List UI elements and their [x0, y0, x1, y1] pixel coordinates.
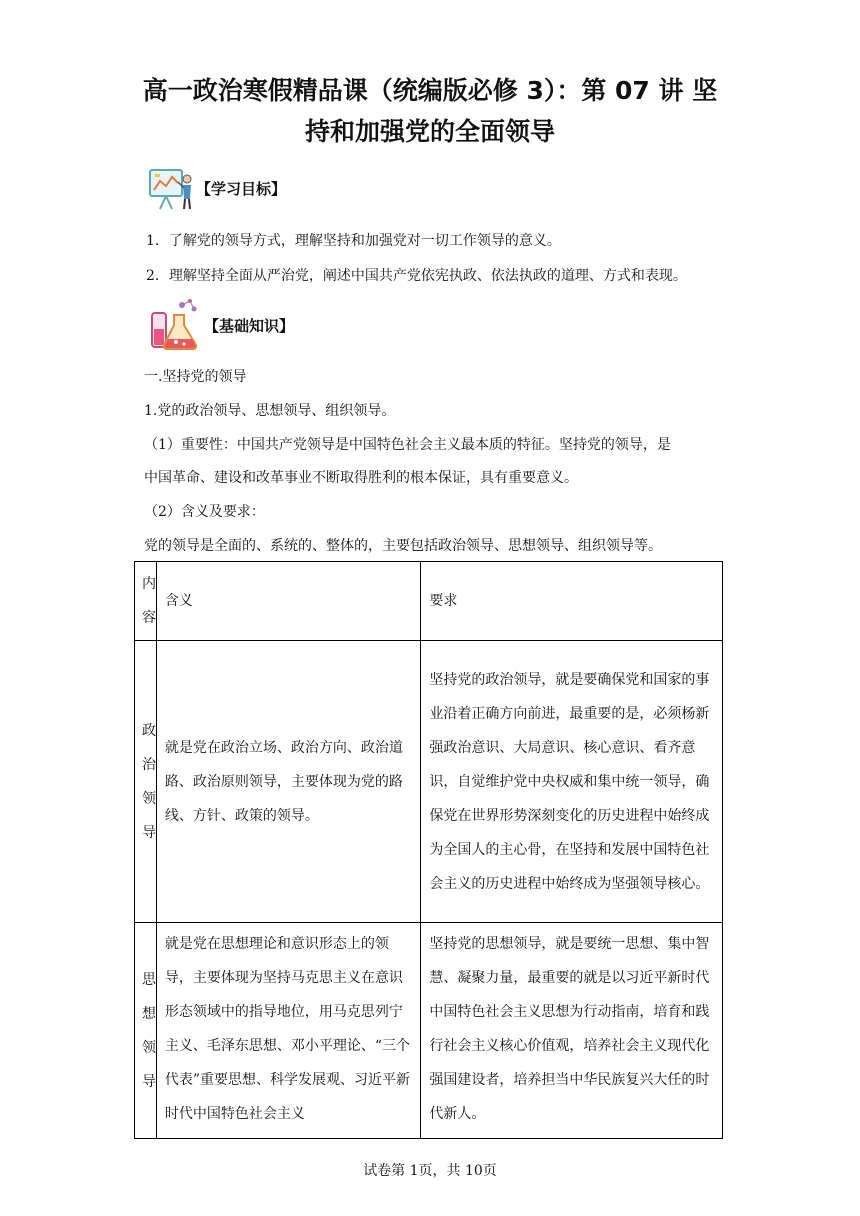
table-row	[135, 923, 723, 1139]
meaning-label: （2）含义及要求：	[144, 504, 265, 520]
importance-line-2: 中国革命、建设和改革事业不断取得胜利的根本保证，具有重要意义。	[144, 470, 578, 486]
importance-line-1: （1）重要性：中国共产党领导是中国特色社会主义最本质的特征。坚持党的领导，是	[144, 437, 671, 453]
knowledge-label: 【基础知识】	[204, 316, 295, 335]
presentation-board-icon	[144, 165, 194, 211]
row-content: 政治领导	[135, 641, 157, 923]
knowledge-point: 1.党的政治领导、思想领导、组织领导。	[144, 403, 396, 419]
goal-item-1: 1．了解党的领导方式，理解坚持和加强党对一切工作领导的意义。	[146, 233, 561, 249]
summary-line: 党的领导是全面的、系统的、整体的，主要包括政治领导、思想领导、组织领导等。	[144, 538, 662, 554]
header-meaning: 含义	[156, 562, 420, 641]
section-heading: 一.坚持党的领导	[144, 369, 247, 385]
goal-item-2: 2．理解坚持全面从严治党，阐述中国共产党依宪执政、依法执政的道理、方式和表现。	[146, 268, 687, 284]
table-header-row	[135, 562, 723, 641]
lab-flask-icon	[146, 297, 202, 353]
row-meaning: 就是党在思想理论和意识形态上的领导，主要体现为坚持马克思主义在意识形态领域中的指导地位，用马克思列宁主义、毛泽东思想、邓小平理论、“三个代表”重要思想、科学发展观、习近平新时代中国特色社会主义	[156, 923, 420, 1139]
title-line-2: 持和加强党的全面领导	[304, 117, 555, 146]
row-requirement: 坚持党的思想领导，就是要统一思想、集中智慧、凝聚力量，最重要的就是以习近平新时代中国特色社会主义思想为行动指南，培育和践行社会主义核心价值观，培养社会主义现代化强国建设者，培养担当中华民族复兴大任的时代新人。	[421, 923, 723, 1139]
row-meaning: 就是党在政治立场、政治方向、政治道路、政治原则领导，主要体现为党的路线、方针、政策的领导。	[156, 641, 420, 923]
table-row	[135, 641, 723, 923]
title-line-1: 高一政治寒假精品课（统编版必修 3）：第 07 讲 坚	[142, 76, 718, 105]
row-requirement: 坚持党的政治领导，就是要确保党和国家的事业沿着正确方向前进，最重要的是，必须杨新强政治意识、大局意识、核心意识、看齐意识，自觉维护党中央权威和集中统一领导，确保党在世界形势深刻变化的历史进程中始终成为全国人的主心骨，在坚持和发展中国特色社会主义的历史进程中始终成为坚强领导核心。	[421, 641, 723, 923]
knowledge-header	[146, 297, 294, 353]
leadership-table	[134, 561, 723, 1139]
header-requirement: 要求	[421, 562, 723, 641]
document-title	[120, 70, 740, 152]
header-content: 内容	[135, 562, 157, 641]
page-footer: 试卷第 1页，共 10页	[363, 1163, 497, 1179]
goals-header	[144, 165, 286, 211]
row-content: 思想领导	[135, 923, 157, 1139]
goals-label: 【学习目标】	[196, 179, 287, 198]
